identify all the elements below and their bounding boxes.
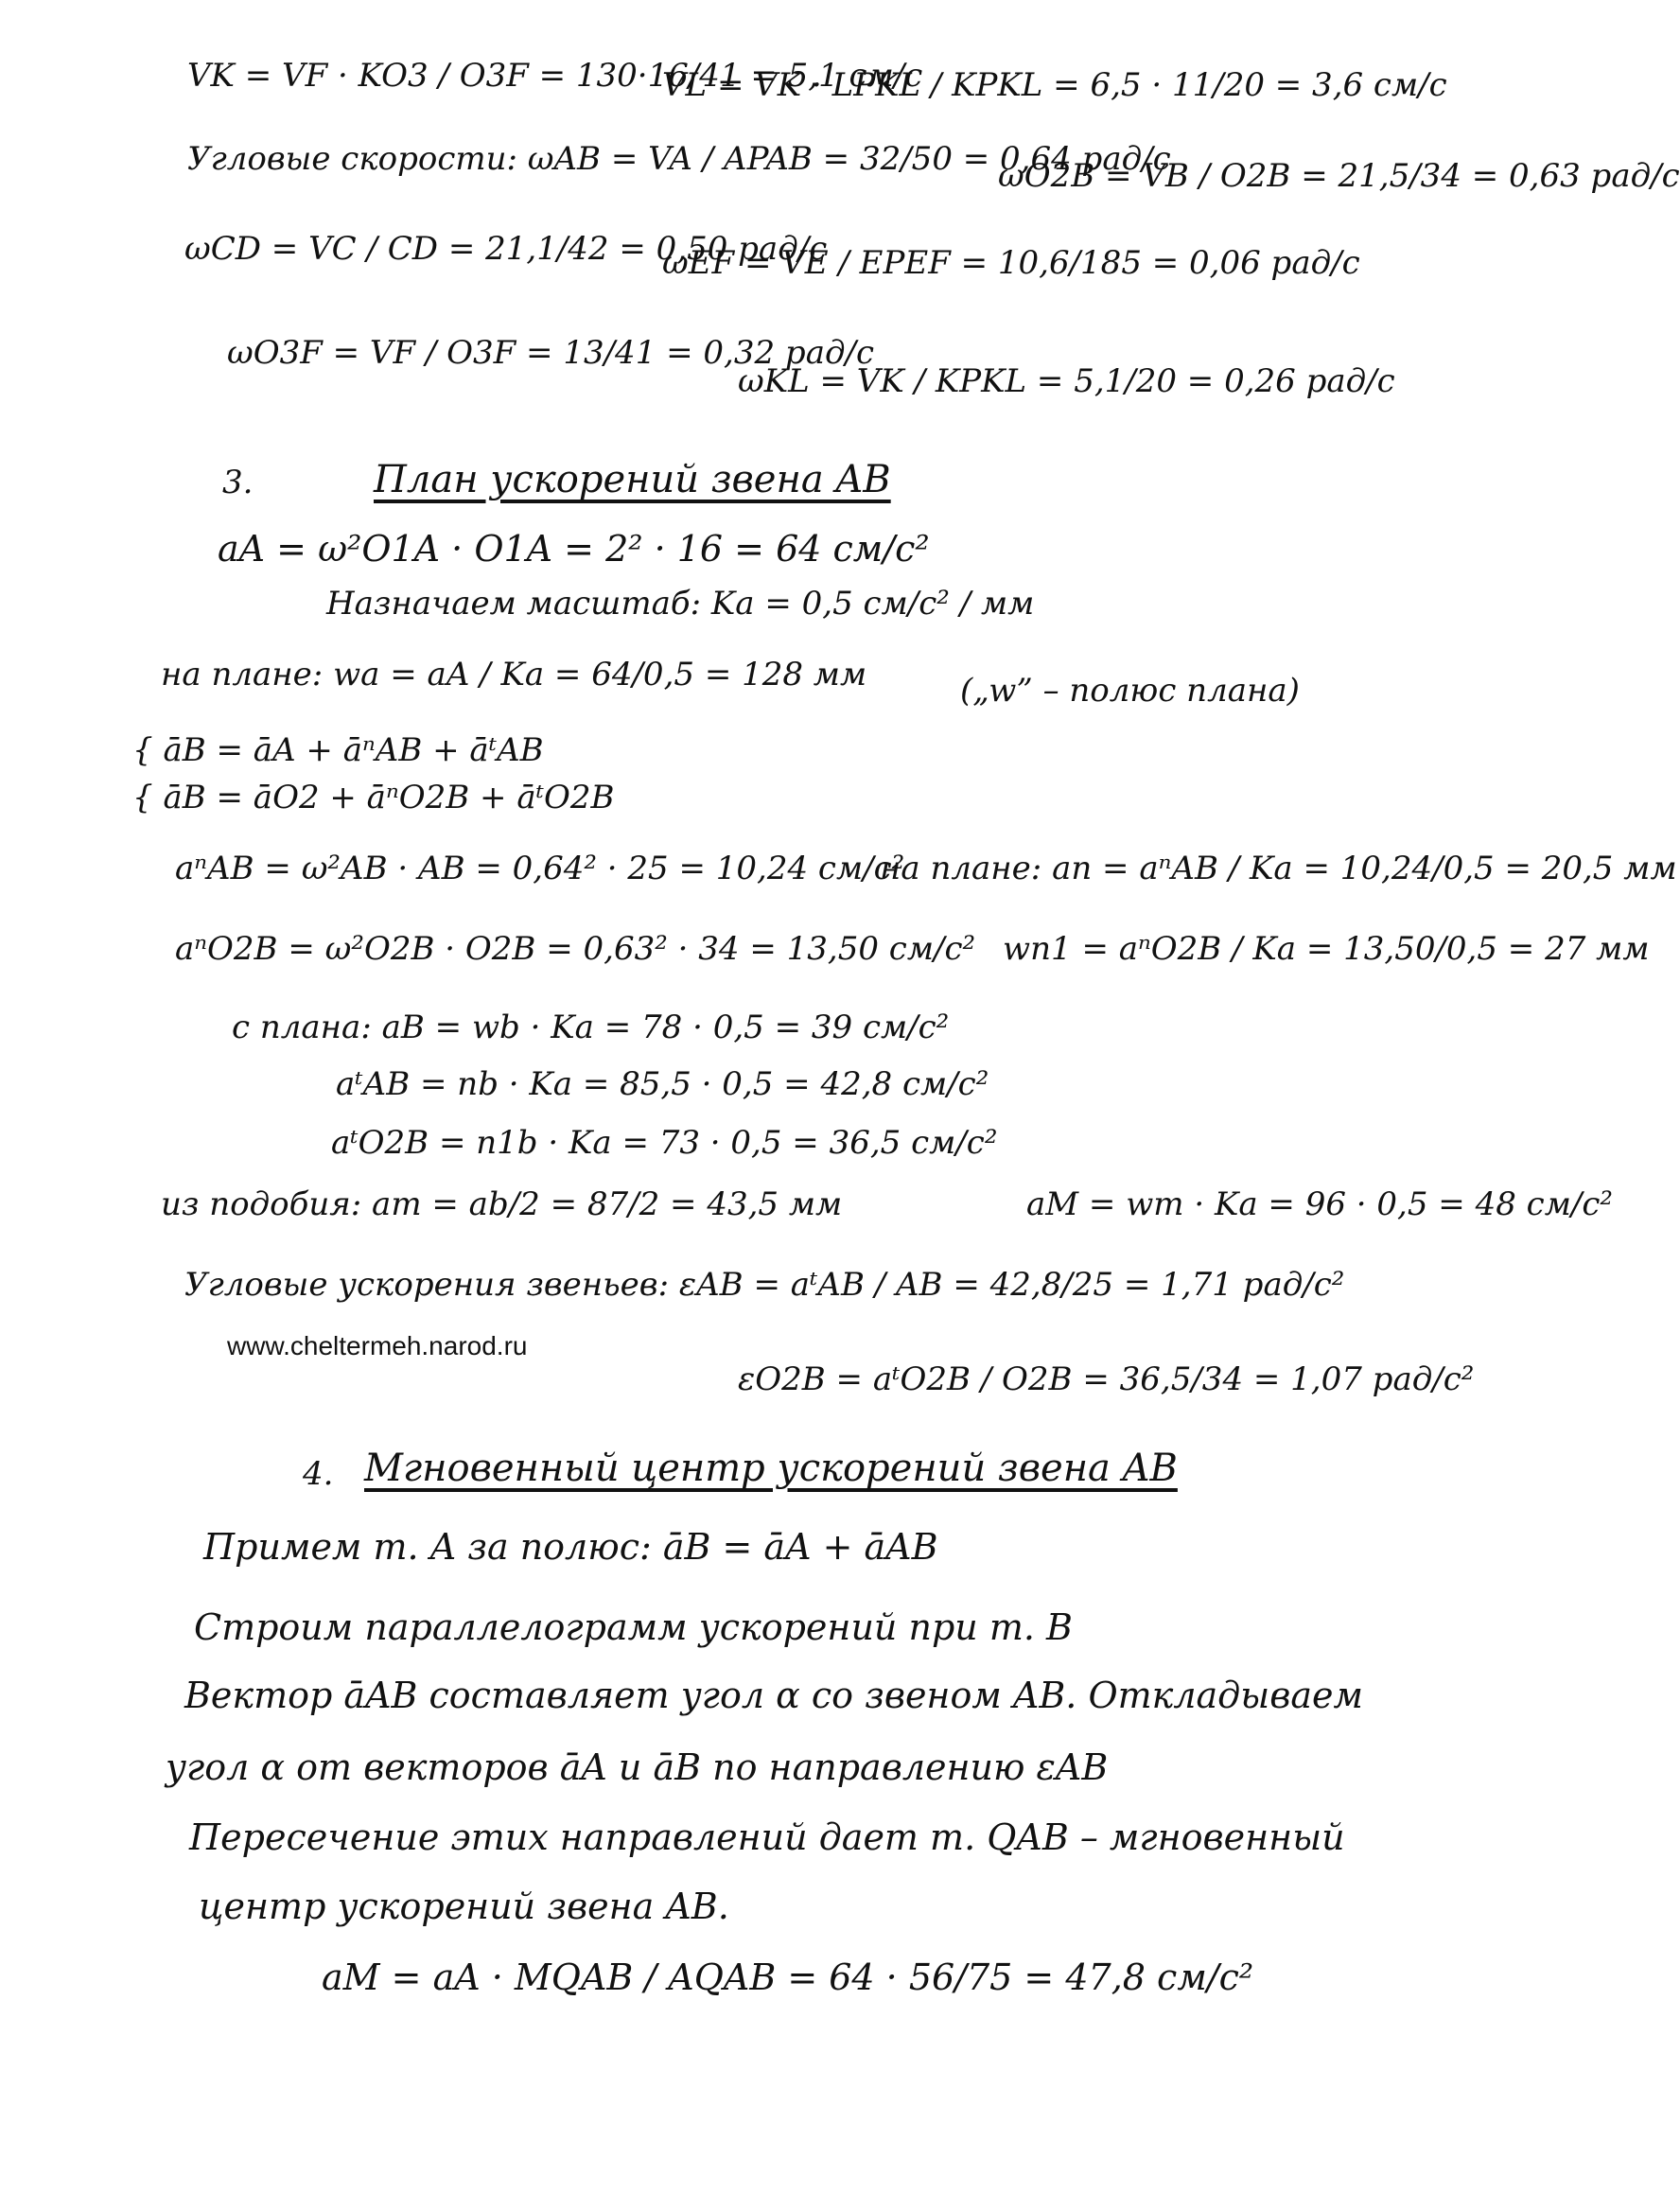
- text-vector-angle: Вектор āAB составляет угол α со звеном AB. Откладываем: [184, 1675, 1363, 1716]
- text-angle-direction: угол α от векторов āA и āB по направлению εAB: [166, 1746, 1109, 1788]
- formula-a-m: aM = wm · Ka = 96 · 0,5 = 48 см/с²: [1026, 1185, 1614, 1223]
- vector-equation-1: { āB = āA + āⁿAB + āᵗAB: [132, 731, 544, 769]
- formula-a-m-final: aM = aA · MQAB / AQAB = 64 · 56/75 = 47,8 см/с²: [322, 1956, 1254, 1998]
- section-4-heading: Мгновенный центр ускорений звена AB: [364, 1447, 1178, 1490]
- plan-an: на плане: an = aⁿAB / Ka = 10,24/0,5 = 20,5 мм: [880, 850, 1677, 887]
- formula-a-a: aA = ω²O1A · O1A = 2² · 16 = 64 см/с²: [218, 528, 930, 570]
- formula-omega-ef: ωEF = VE / EPEF = 10,6/185 = 0,06 рад/с: [662, 244, 1360, 282]
- from-plan-ab: с плана: aB = wb · Ka = 78 · 0,5 = 39 см/с²: [232, 1009, 950, 1046]
- text-intersection: Пересечение этих направлений дает т. QAB – мгновенный: [189, 1816, 1345, 1858]
- formula-omega-cd: ωCD = VC / CD = 21,1/42 = 0,50 рад/с: [184, 230, 828, 268]
- plan-wa: на плане: wa = aA / Ka = 64/0,5 = 128 мм: [161, 656, 867, 693]
- angular-accel-o2b: εO2B = aᵗO2B / O2B = 36,5/34 = 1,07 рад/с²: [738, 1360, 1475, 1398]
- formula-vk: VK = VF · KO3 / O3F = 130·16/41 = 5,1 см/с: [187, 57, 923, 95]
- formula-vl: VL = VK · LPKL / KPKL = 6,5 · 11/20 = 3,6 см/с: [662, 66, 1447, 104]
- vector-equation-2: { āB = āO2 + āⁿO2B + āᵗO2B: [132, 779, 615, 816]
- section-4-number: 4.: [303, 1455, 334, 1493]
- formula-an-ab: aⁿAB = ω²AB · AB = 0,64² · 25 = 10,24 см/с²: [175, 850, 905, 887]
- section-3-number: 3.: [222, 464, 254, 501]
- text-parallelogram: Строим параллелограмм ускорений при т. B: [194, 1606, 1073, 1648]
- section-3-heading: План ускорений звена AB: [374, 458, 891, 501]
- formula-omega-ab: Угловые скорости: ωAB = VA / APAB = 32/50 = 0,64 рад/с: [187, 140, 1171, 178]
- formula-omega-o3f: ωO3F = VF / O3F = 13/41 = 0,32 рад/с: [227, 334, 875, 372]
- scale-assignment: Назначаем масштаб: Ka = 0,5 см/с² / мм: [326, 585, 1035, 623]
- formula-at-ab: aᵗAB = nb · Ka = 85,5 · 0,5 = 42,8 см/с²: [336, 1065, 989, 1103]
- angular-accel-ab: Угловые ускорения звеньев: εAB = aᵗAB / AB = 42,8/25 = 1,71 рад/с²: [184, 1266, 1345, 1304]
- formula-omega-kl: ωKL = VK / KPKL = 5,1/20 = 0,26 рад/с: [738, 362, 1395, 400]
- website-watermark: www.cheltermeh.narod.ru: [227, 1331, 528, 1360]
- pole-statement: Примем т. A за полюс: āB = āA + āAB: [203, 1526, 938, 1568]
- text-instant-center: центр ускорений звена AB.: [199, 1886, 729, 1927]
- pole-note: („w” – полюс плана): [960, 672, 1300, 710]
- similarity-am: из подобия: am = ab/2 = 87/2 = 43,5 мм: [161, 1185, 843, 1223]
- formula-an-o2b: aⁿO2B = ω²O2B · O2B = 0,63² · 34 = 13,50 см/с²: [175, 930, 976, 968]
- plan-wn1: wn1 = aⁿO2B / Ka = 13,50/0,5 = 27 мм: [1003, 930, 1650, 968]
- formula-omega-o2b: ωO2B = VB / O2B = 21,5/34 = 0,63 рад/с: [998, 157, 1680, 195]
- formula-at-o2b: aᵗO2B = n1b · Ka = 73 · 0,5 = 36,5 см/с²: [331, 1124, 998, 1162]
